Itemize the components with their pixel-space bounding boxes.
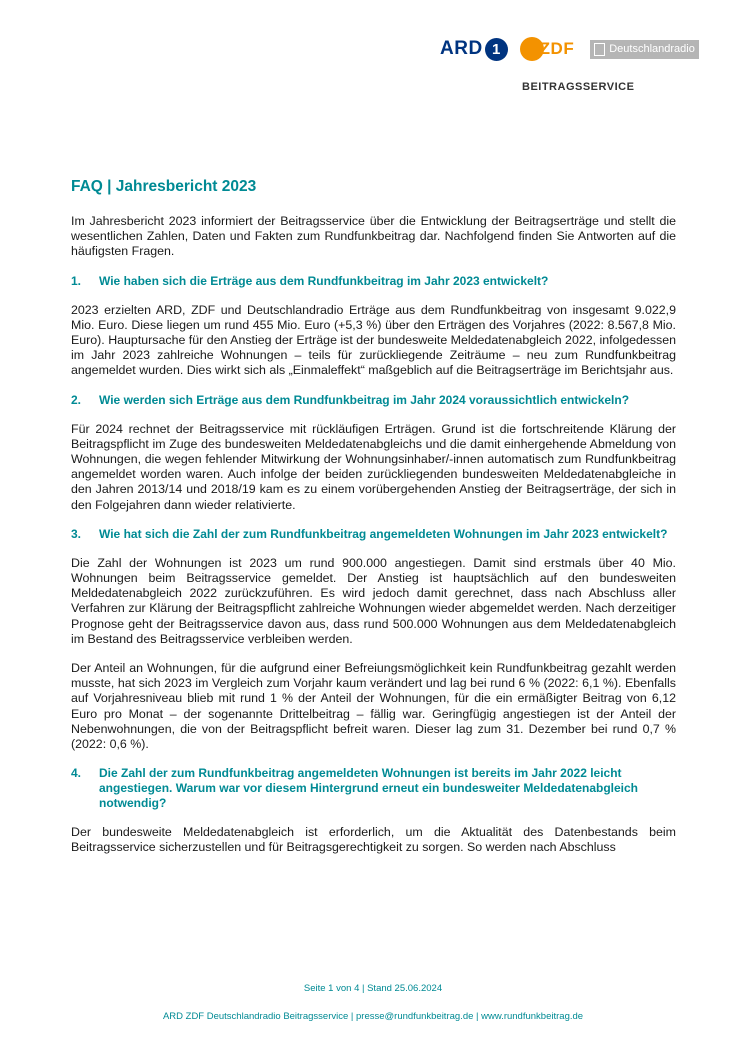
question-text: Wie haben sich die Erträge aus dem Rundfunkbeitrag im Jahr 2023 entwickelt? [99,273,549,288]
deutschlandradio-logo-text: Deutschlandradio [609,43,695,55]
document-body [71,178,676,870]
zdf-logo-text: ZDF [539,39,575,58]
answer-1: 2023 erzielten ARD, ZDF und Deutschlandradio Erträge aus dem Rundfunkbeitrag von insgesamt 9.022,9 Mio. Euro. Diese liegen um rund 455 Mio. Euro (+5,3 %) über den Erträgen des Vorjahres (2022: 8.567,8 Mio. Euro). Hauptursache für den Anstieg der Erträge ist der bundesweite Meldedatenabgleich 2022, infolgedessen im Jahr 2023 zahlreiche Wohnungen – teils für zurückliegende Zeiträume – neu zum Rundfunkbeitrag angemeldet wurden. Dies wirkt sich als „Einmaleffekt“ maßgeblich auf die Beitragserträge im Berichtsjahr aus. [71,302,676,378]
deutschlandradio-icon [594,43,605,56]
intro-paragraph: Im Jahresbericht 2023 informiert der Beitragsservice über die Entwicklung der Beitragserträge und stellt die wesentlichen Zahlen, Daten und Fakten zum Rundfunkbeitrag dar. Nachfolgend finden Sie Antworten auf die häufigsten Fragen. [71,214,676,259]
question-3 [71,527,676,542]
question-number: 1. [71,273,82,288]
question-text: Wie werden sich Erträge aus dem Rundfunkbeitrag im Jahr 2024 voraussichtlich entwickeln? [99,392,630,407]
question-text: Die Zahl der zum Rundfunkbeitrag angemeldeten Wohnungen ist bereits im Jahr 2022 leicht angestiegen. Warum war vor diesem Hintergrund erneut ein bundesweiter Meldedatenabgleich notwendig? [99,766,639,811]
question-4 [71,766,676,811]
question-number: 4. [71,766,82,781]
question-number: 3. [71,526,82,541]
broadcaster-logos [440,34,715,64]
answer-3-paragraph-2: Der Anteil an Wohnungen, für die aufgrund einer Befreiungsmöglichkeit kein Rundfunkbeitrag gezahlt werden musste, hat sich 2023 im Vergleich zum Vorjahr kaum verändert und lag bei rund 6 % (2022: 6,1 %). Ebenfalls auf Vorjahresniveau blieb mit rund 1 % der Anteil der Wohnungen, für die ein ermäßigter Beitrag von 6,12 Euro pro Monat – der sogenannte Drittelbeitrag – fällig war. Geringfügig angestiegen ist der Anteil der Nebenwohnungen, die von der Beitragspflicht befreit waren. Dieser lag zum 31. Dezember bei rund 0,7 % (2022: 0,6 %). [71,661,676,752]
zdf-logo [520,37,575,61]
footer-page-info: Seite 1 von 4 | Stand 25.06.2024 [303,983,443,994]
ard-one-icon: 1 [485,38,508,61]
question-1 [71,274,676,289]
answer-2: Für 2024 rechnet der Beitragsservice mit rückläufigen Erträgen. Grund ist die fortschreitende Klärung der Beitragspflicht im Zuge des bundesweiten Meldedatenabgleichs und die damit einhergehende Abmeldung von Wohnungen, die wegen fehlender Mitwirkung der Wohnungsinhaber/-innen automatisch zum Rundfunkbeitrag angemeldet worden waren. Auch infolge der beiden zurückliegenden bundesweiten Meldedatenabgleiche in den Jahren 2013/14 und 2018/19 kam es zu einem vorübergehenden Anstieg der Beitragserträge, der sich in den Folgejahren dann wieder relativierte. [71,421,676,512]
beitragsservice-label: BEITRAGSSERVICE [522,81,635,93]
header-logo-area [440,34,715,104]
ard-logo [440,38,508,61]
question-2 [71,393,676,408]
ard-logo-text: ARD [440,38,483,59]
answer-3-paragraph-1: Die Zahl der Wohnungen ist 2023 um rund 900.000 angestiegen. Damit sind erstmals über 40 Mio. Wohnungen beim Beitragsservice gemeldet. Der Anstieg ist hauptsächlich auf den bundesweiten Meldedatenabgleich 2022 zurückzuführen. Es wird jedoch damit gerechnet, dass nach Abschluss aller Verfahren zur Klärung der Beitragspflicht zahlreiche Wohnungen wieder abgemeldet werden. Nach derzeitiger Prognose geht der Beitragsservice davon aus, dass rund 500.000 Wohnungen aus dem Meldedatenabgleich im Bestand des Beitragsservice verbleiben werden. [71,555,676,646]
document-title: FAQ | Jahresbericht 2023 [71,178,257,195]
footer-contact: ARD ZDF Deutschlandradio Beitragsservice | presse@rundfunkbeitrag.de | www.rundfunkbeitrag.de [162,1011,584,1022]
question-number: 2. [71,392,82,407]
question-text: Wie hat sich die Zahl der zum Rundfunkbeitrag angemeldeten Wohnungen im Jahr 2023 entwickelt? [99,526,668,541]
deutschlandradio-logo [590,40,699,59]
answer-4: Der bundesweite Meldedatenabgleich ist erforderlich, um die Aktualität des Datenbestands beim Beitragsservice sicherzustellen und für Beitragsgerechtigkeit zu sorgen. So werden nach Abschluss [71,825,676,855]
